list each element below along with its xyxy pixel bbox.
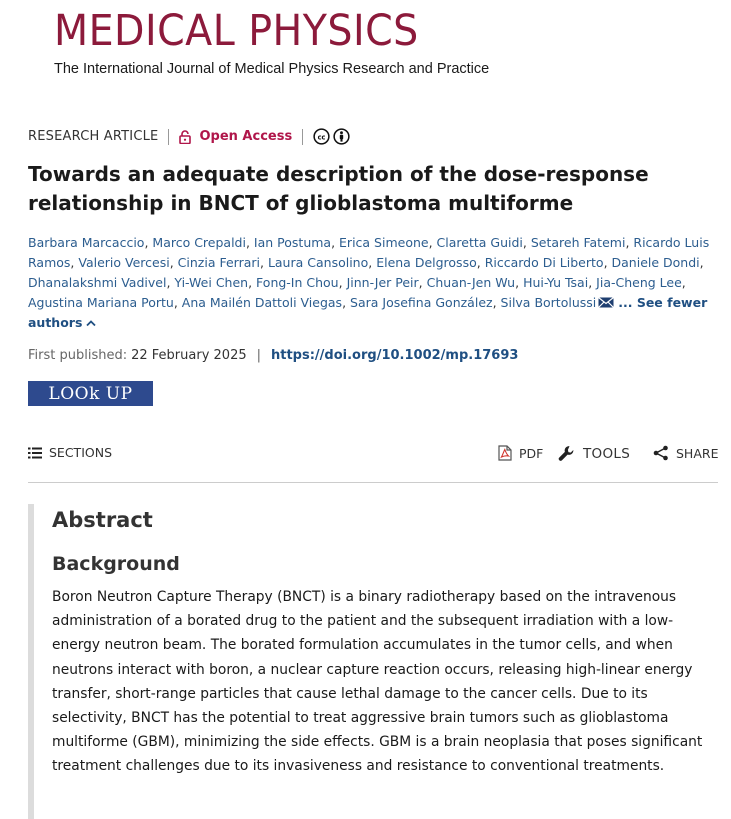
sections-button[interactable] — [28, 445, 112, 460]
journal-header — [54, 6, 489, 77]
author-link[interactable]: Daniele Dondi — [611, 255, 700, 270]
share-icon — [653, 445, 669, 461]
article-meta-row — [28, 128, 350, 145]
author-link[interactable]: Valerio Vercesi — [78, 255, 170, 270]
author-link[interactable]: Marco Crepaldi — [152, 235, 246, 250]
abstract-heading: Abstract — [52, 508, 153, 532]
first-published-date: 22 February 2025 — [131, 348, 247, 363]
license-icons[interactable] — [313, 128, 350, 145]
author-link[interactable]: Jinn-Jer Peir — [346, 275, 419, 290]
doi-link[interactable]: https://doi.org/10.1002/mp.17693 — [271, 348, 519, 363]
email-icon[interactable] — [598, 297, 614, 308]
author-link[interactable]: Silva Bortolussi — [500, 295, 597, 310]
author-link[interactable]: Dhanalakshmi Vadivel — [28, 275, 167, 290]
author-link[interactable]: Chuan-Jen Wu — [426, 275, 516, 290]
author-link[interactable]: Laura Cansolino — [267, 255, 369, 270]
cc-icon — [313, 128, 330, 145]
see-fewer-authors-label: ... See fewer authors — [28, 295, 708, 330]
author-link[interactable]: Hui-Yu Tsai — [523, 275, 589, 290]
author-link[interactable]: Ana Mailén Dattoli Viegas — [181, 295, 343, 310]
tools-label: TOOLS — [583, 446, 631, 462]
author-link[interactable]: Agustina Mariana Portu — [28, 295, 174, 310]
article-toolbar — [28, 443, 718, 483]
author-link[interactable]: Claretta Guidi — [436, 235, 523, 250]
background-heading: Background — [52, 553, 180, 575]
journal-subtitle: The International Journal of Medical Physics Research and Practice — [54, 61, 490, 77]
tools-button[interactable] — [558, 445, 630, 463]
share-label: SHARE — [676, 445, 719, 461]
author-link[interactable]: Erica Simeone — [339, 235, 429, 250]
journal-title[interactable]: MEDICAL PHYSICS — [54, 6, 419, 56]
author-link[interactable]: Elena Delgrosso — [376, 255, 477, 270]
author-link[interactable]: Setareh Fatemi — [530, 235, 626, 250]
author-link[interactable]: Sara Josefina González — [350, 295, 493, 310]
author-link[interactable]: Ian Postuma — [253, 235, 332, 250]
lookup-badge[interactable] — [28, 381, 153, 406]
pub-separator: | — [256, 348, 261, 363]
author-link[interactable]: Riccardo Di Liberto — [484, 255, 604, 270]
article-type: RESEARCH ARTICLE — [28, 129, 159, 144]
share-button[interactable] — [653, 445, 718, 461]
lookup-badge-label: LOOk UP — [48, 383, 133, 404]
author-link[interactable]: Fong-In Chou — [256, 275, 339, 290]
abstract-section — [28, 504, 718, 819]
author-link[interactable]: Cinzia Ferrari — [177, 255, 260, 270]
by-icon — [333, 128, 350, 145]
wrench-icon — [558, 445, 576, 463]
article-title: Towards an adequate description of the dose-response relationship in BNCT of glioblastoma multiforme — [28, 162, 649, 215]
background-text: Boron Neutron Capture Therapy (BNCT) is a binary radiotherapy based on the intravenous administration of a borated drug to the patient and the subsequent irradiation with a low-energy neutron beam. The borated formulation accumulates in the tumor cells, and when neutrons interact with boron, a nuclear capture reaction occurs, releasing high-linear energy transfer, short-range particles that cause lethal damage to the cancer cells. Due to its selectivity, BNCT has the potential to treat aggressive brain tumors such as glioblastoma multiforme (GBM), minimizing the side effects. GBM is a brain neoplasia that poses significant treatment challenges due to its invasiveness and resistance to conventional treatments. — [52, 589, 703, 775]
publication-info — [28, 348, 518, 363]
author-link[interactable]: Jia-Cheng Lee — [596, 275, 682, 290]
lock-icon — [179, 130, 191, 144]
svg-text:cc: cc — [317, 133, 326, 142]
sections-label: SECTIONS — [49, 445, 113, 460]
chevron-up-icon — [86, 319, 96, 327]
author-link[interactable]: Ricardo Luis Ramos — [28, 235, 710, 270]
pdf-label: PDF — [519, 445, 544, 461]
author-list: Barbara Marcaccio, Marco Crepaldi, Ian Postuma, Erica Simeone, Claretta Guidi, Setareh Fatemi, Ricardo Luis Ramos, Valerio Vercesi, Cinzia Ferrari, Laura Cansolino, Elena Delgrosso, Riccardo Di Liberto, Daniele Dondi, Dhanalakshmi Vadivel, Yi-Wei Chen, Fong-In Chou, Jinn-Jer Peir, Chuan-Jen Wu, Hui-Yu Tsai, Jia-Cheng Lee, Agustina Mariana Portu, Ana Mailén Dattoli Viegas, Sara Josefina González, Silva Bortolussi ... See fewer authors — [28, 235, 710, 330]
pdf-button[interactable] — [498, 445, 543, 461]
open-access-label: Open Access — [199, 129, 293, 144]
list-icon — [28, 447, 42, 459]
author-link[interactable]: Yi-Wei Chen — [174, 275, 249, 290]
first-published-label: First published: — [28, 348, 128, 363]
open-access-badge — [179, 129, 292, 144]
meta-divider — [168, 129, 169, 145]
pdf-icon — [498, 445, 512, 461]
author-link[interactable]: Barbara Marcaccio — [28, 235, 145, 250]
meta-divider — [302, 129, 303, 145]
